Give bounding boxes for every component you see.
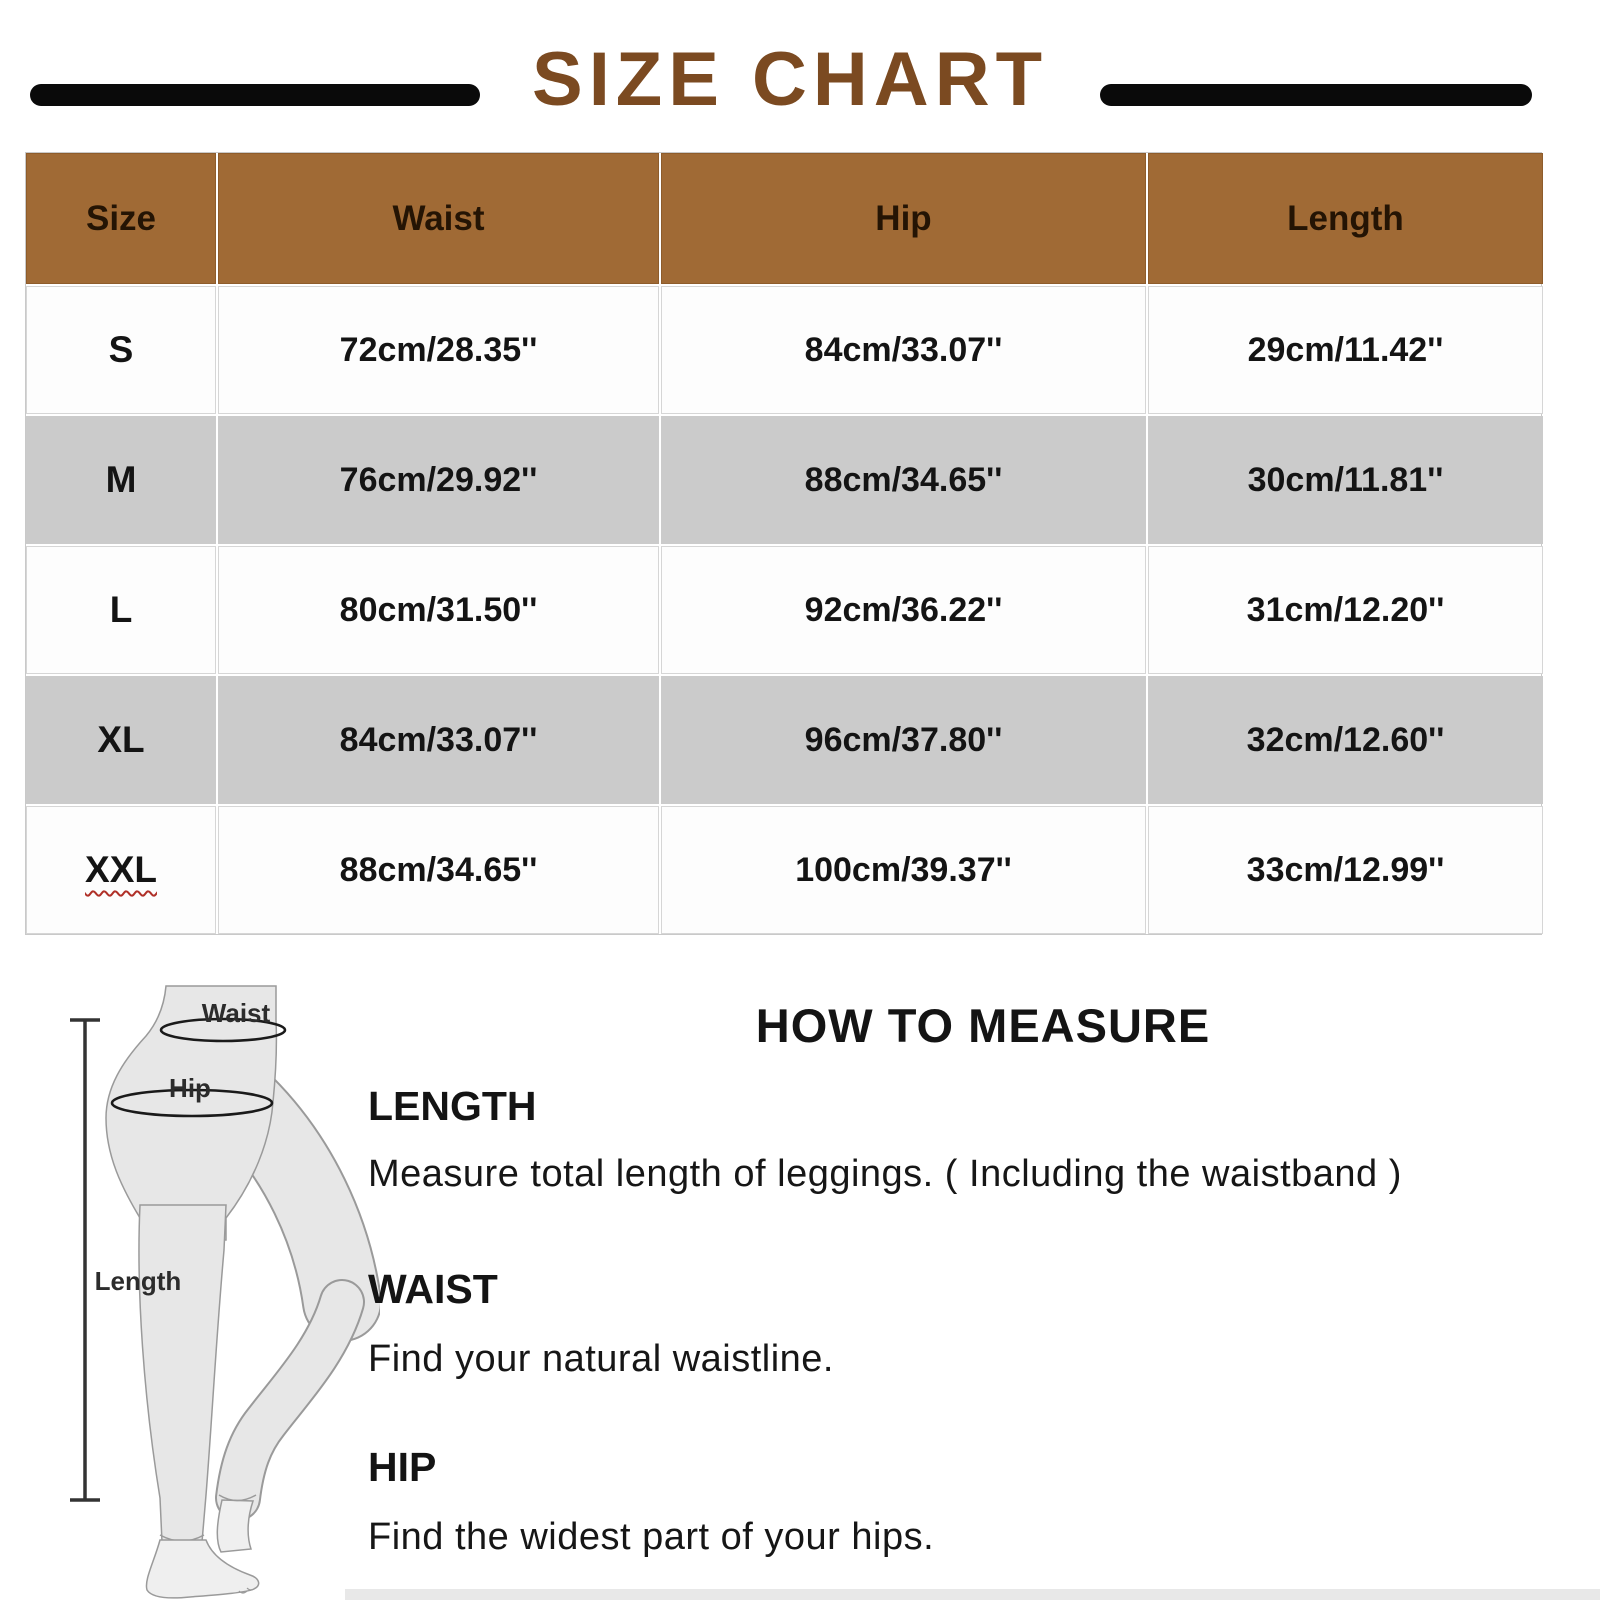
straight-leg-silhouette [139,1205,226,1542]
table-cell-waist: 84cm/33.07'' [218,676,659,804]
hip-label: Hip [169,1073,211,1103]
table-cell-hip: 100cm/39.37'' [661,806,1146,934]
column-header-waist: Waist [218,153,659,284]
column-header-hip: Hip [661,153,1146,284]
length-measure-line [70,1020,100,1500]
section-heading-length: LENGTH [368,1083,537,1129]
table-cell-waist: 80cm/31.50'' [218,546,659,674]
size-table [25,152,1542,935]
table-cell-size: S [26,286,216,414]
table-cell-waist: 72cm/28.35'' [218,286,659,414]
size-xxl-label: XXL [85,849,157,890]
page-title: SIZE CHART [532,37,1048,122]
column-header-length: Length [1148,153,1543,284]
section-text-waist: Find your natural waistline. [368,1338,834,1380]
table-cell-size: XL [26,676,216,804]
table-cell-hip: 92cm/36.22'' [661,546,1146,674]
title-divider-right [1100,84,1532,106]
bottom-divider [345,1589,1600,1600]
table-cell-length: 33cm/12.99'' [1148,806,1543,934]
table-cell-hip: 96cm/37.80'' [661,676,1146,804]
column-header-size: Size [26,153,216,284]
length-label: Length [94,1266,182,1296]
table-cell-waist: 76cm/29.92'' [218,416,659,544]
how-to-measure-title: HOW TO MEASURE [755,999,1211,1052]
table-cell-hip: 88cm/34.65'' [661,416,1146,544]
section-text-length: Measure total length of leggings. ( Including the waistband ) [368,1153,1402,1195]
section-heading-waist: WAIST [368,1266,498,1312]
measurement-diagram [40,950,380,1600]
table-cell-size: L [26,546,216,674]
table-cell-hip: 84cm/33.07'' [661,286,1146,414]
section-heading-hip: HIP [368,1444,437,1490]
table-cell-length: 32cm/12.60'' [1148,676,1543,804]
table-cell-size: M [26,416,216,544]
waist-label: Waist [201,998,271,1028]
section-text-hip: Find the widest part of your hips. [368,1516,935,1558]
table-cell-length: 31cm/12.20'' [1148,546,1543,674]
table-cell-waist: 88cm/34.65'' [218,806,659,934]
table-cell-length: 30cm/11.81'' [1148,416,1543,544]
table-cell-size [26,806,216,934]
table-cell-length: 29cm/11.42'' [1148,286,1543,414]
